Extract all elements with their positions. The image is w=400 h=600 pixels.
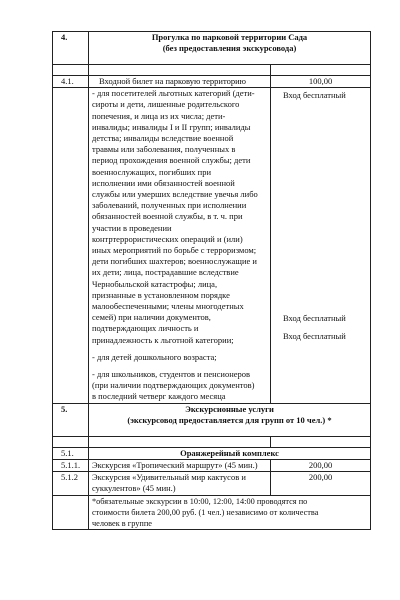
row-5-1-2-label (89, 472, 271, 495)
benefit-line: службы или умерших вследствие увечья либо (92, 189, 258, 200)
note-line: человек в группе (92, 518, 152, 528)
benefit-line: признанные в установленном порядке (92, 289, 230, 300)
row-5-1-2-label-line: Экскурсия «Удивительный мир кактусов и (92, 472, 246, 483)
free-entry-text: Вход бесплатный (283, 330, 346, 341)
students-line: - для школьников, студентов и пенсионеров (92, 369, 251, 380)
row-5-1-2-label-line: суккулентов» (45 мин.) (92, 483, 176, 494)
benefit-line: детства; инвалиды вследствие военной (92, 133, 234, 144)
row-4-1-price: 100,00 (271, 76, 371, 88)
section-4-number: 4. (53, 32, 89, 65)
note-row (53, 495, 371, 530)
benefit-line: - для посетителей льготных категорий (дети- (92, 88, 255, 99)
row-5-1 (53, 447, 371, 459)
section-5-number: 5. (53, 403, 89, 436)
row-5-1-1-label: Экскурсия «Тропический маршрут» (45 мин.) (89, 459, 271, 471)
section-4-title: Прогулка по парковой территории Сада (151, 32, 308, 42)
benefit-line: военнослужащих, погибших при (92, 166, 212, 177)
benefits-row (53, 88, 371, 403)
blank-row (53, 436, 371, 447)
row-5-1-2 (53, 472, 371, 495)
price-table (52, 31, 371, 530)
benefit-line: принадлежность к льготной категории; (92, 334, 234, 345)
row-5-1-2-number: 5.1.2 (53, 472, 89, 495)
free-entry-text: Вход бесплатный (283, 313, 346, 324)
benefit-line: малообеспеченными; члены многодетных (92, 301, 244, 312)
benefit-line: исполнении ими обязанностей военной (92, 177, 235, 188)
free-entry-text: Вход бесплатный (283, 90, 346, 101)
row-5-1-2-price: 200,00 (271, 472, 371, 495)
students-line: (при наличии подтверждающих документов) (92, 380, 255, 391)
benefit-line: дети погибших шахтеров; военнослужащие и (92, 256, 257, 267)
section-4-row (53, 32, 371, 65)
row-5-1-number: 5.1. (53, 447, 89, 459)
row-4-1-label: Входной билет на парковую территорию (89, 76, 271, 88)
benefit-line: участии в проведении (92, 222, 172, 233)
row-5-1-1-number: 5.1.1. (53, 459, 89, 471)
row-5-1-title: Оранжерейный комплекс (89, 447, 371, 459)
benefit-line: попечения, и лица из их числа; дети- (92, 110, 226, 121)
students-line: в последний четверг каждого месяца (92, 391, 226, 402)
preschool-line: - для детей дошкольного возраста; (92, 351, 217, 362)
section-5-row (53, 403, 371, 436)
benefit-line: травмы или заболевания, полученных в (92, 144, 236, 155)
benefit-line: Чернобыльской катастрофы; лица, (92, 278, 218, 289)
section-5-header (89, 403, 371, 436)
row-4-1 (53, 76, 371, 88)
benefits-prices (271, 88, 371, 403)
row-4-1-number: 4.1. (53, 76, 89, 88)
benefit-line: сироты и дети, лишенные родительского (92, 99, 240, 110)
benefit-line: инвалиды; инвалиды I и II групп; инвалиды (92, 121, 251, 132)
benefit-line: иных мероприятий по борьбе с терроризмом; (92, 245, 257, 256)
section-4-subtitle: (без предоставления экскурсовода) (162, 43, 297, 54)
benefit-line: семей) при наличии документов, (92, 312, 211, 323)
benefit-line: подтверждающих личность и (92, 323, 199, 334)
row-5-1-1 (53, 459, 371, 471)
section-5-subtitle: (экскурсовод предоставляется для групп от 10 чел.) * (127, 414, 332, 425)
blank-row (53, 65, 371, 76)
benefit-line: контртеррористических операций и (или) (92, 233, 243, 244)
section-5-title: Экскурсионные услуги (185, 403, 274, 414)
benefit-line: период прохождения военной службы; дети (92, 155, 251, 166)
excursion-note (89, 495, 371, 530)
benefits-description (89, 88, 271, 403)
benefit-line: их дети; лица, пострадавшие вследствие (92, 267, 239, 278)
benefit-line: обязанностей военной службы, в т. ч. при (92, 211, 243, 222)
row-5-1-1-price: 200,00 (271, 459, 371, 471)
note-line: стоимости билета 200,00 руб. (1 чел.) независимо от количества (92, 507, 319, 517)
section-4-header (89, 32, 371, 65)
note-line: *обязательные экскурсии в 10:00, 12:00, 14:00 проводятся по (92, 496, 308, 506)
benefit-line: заболеваний, полученных при исполнении (92, 200, 247, 211)
